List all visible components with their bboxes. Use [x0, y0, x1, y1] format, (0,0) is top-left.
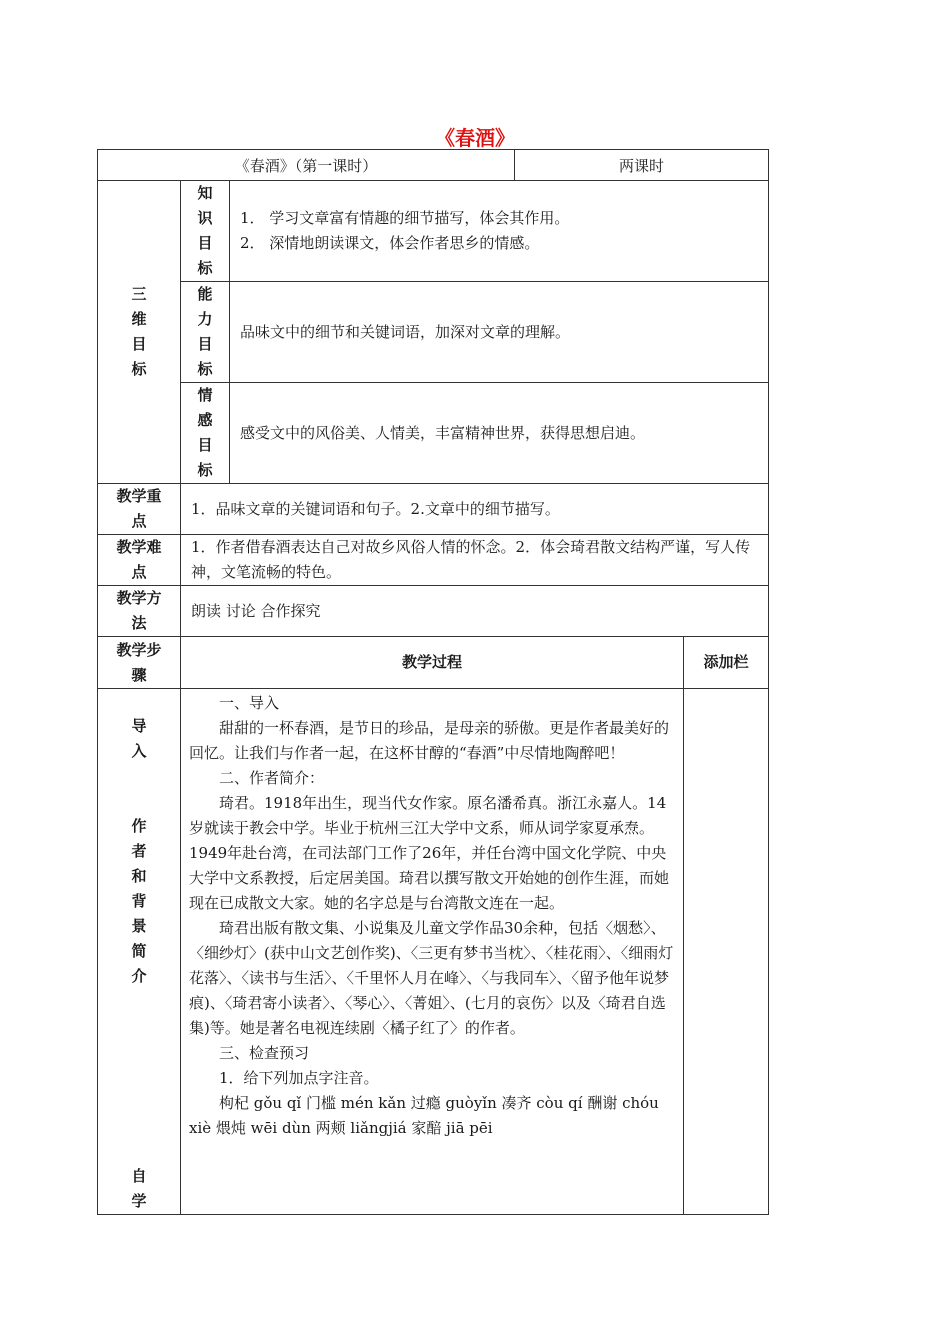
ability-goal-row [98, 282, 769, 383]
steps-header-row [98, 637, 769, 689]
author-label: 者 [131, 842, 147, 860]
periods-cell: 两课时 [515, 150, 769, 181]
self-study-label: 自 [131, 1167, 147, 1185]
knowledge-goal-content [230, 181, 769, 282]
three-dimension-goals-label: 三 维 目 标 [98, 181, 181, 484]
ability-goal-content: 品味文中的细节和关键词语，加深对文章的理解。 [230, 282, 769, 383]
paragraph: 琦君出版有散文集、小说集及儿童文学作品30余种，包括〈烟愁〉、〈细纱灯〉(获中山文艺创作奖)、〈三更有梦书当枕〉、〈桂花雨〉、〈细雨灯花落〉、〈读书与生活〉、〈千里怀人月在峰〉、〈与我同车〉、〈留予他年说梦痕)、〈琦君寄小读者〉、〈琴心〉、〈菁姐〉、(七月的哀伤〉以及〈琦君自选集)等。她是著名电视连续剧〈橘子红了〉的作者。 [189, 919, 674, 1037]
process-header: 教学过程 [181, 637, 684, 689]
author-label: 简 [131, 942, 147, 960]
author-label: 和 [131, 867, 147, 885]
paragraph: 甜甜的一杯春酒，是节日的珍品，是母亲的骄傲。更是作者最美好的回忆。让我们与作者一起，在这杯甘醇的“春酒”中尽情地陶醉吧！ [189, 719, 670, 762]
paragraph: 琦君。1918年出生，现当代女作家。原名潘希真。浙江永嘉人。14岁就读于教会中学。毕业于杭州三江大学中文系，师从词学家夏承焘。1949年赴台湾，在司法部门工作了26年，并任台湾中国文化学院、中央大学中文系教授，后定居美国。琦君以撰写散文开始她的创作生涯，而她现在已成散文大家。她的名字总是与台湾散文连在一起。 [189, 794, 670, 912]
paragraph: 1．给下列加点字注音。 [219, 1069, 379, 1087]
lesson-title-cell: 《春酒》（第一课时） [98, 150, 515, 181]
intro-label: 入 [131, 742, 147, 760]
difficulties-label: 教学难 点 [98, 535, 181, 586]
intro-label: 导 [131, 717, 147, 735]
methods-content: 朗读 讨论 合作探究 [181, 586, 769, 637]
difficulties-row [98, 535, 769, 586]
methods-label: 教学方 法 [98, 586, 181, 637]
process-row [98, 689, 769, 1215]
process-left-labels [98, 689, 181, 1215]
methods-row [98, 586, 769, 637]
steps-label: 教学步 骤 [98, 637, 181, 689]
knowledge-goal-line: 1． 学习文章富有情趣的细节描写，体会其作用。 [240, 209, 570, 227]
emotion-goal-label: 情 感 目 标 [181, 383, 230, 484]
emotion-goal-row [98, 383, 769, 484]
extra-column-header: 添加栏 [684, 637, 769, 689]
pinyin-paragraph: 枸杞 gǒu qǐ 门槛 mén kǎn 过瘾 guòyǐn 凑齐 còu qí 酬谢 chóu xiè 煨炖 wēi dùn 两颊 liǎngjiá 家醅 jiā pēi [189, 1094, 659, 1137]
author-label: 作 [131, 817, 147, 835]
knowledge-goal-label: 知 识 目 标 [181, 181, 230, 282]
key-points-label: 教学重 点 [98, 484, 181, 535]
key-points-content: 1．品味文章的关键词语和句子。2.文章中的细节描写。 [181, 484, 769, 535]
knowledge-goal-row [98, 181, 769, 282]
author-label: 景 [131, 917, 147, 935]
self-study-label: 学 [131, 1192, 147, 1210]
key-points-row [98, 484, 769, 535]
lesson-plan-table [97, 149, 769, 1215]
author-label: 背 [131, 892, 147, 910]
emotion-goal-content: 感受文中的风俗美、人情美，丰富精神世界，获得思想启迪。 [230, 383, 769, 484]
ability-goal-label: 能 力 目 标 [181, 282, 230, 383]
extra-column-cell [684, 689, 769, 1215]
knowledge-goal-line: 2． 深情地朗读课文，体会作者思乡的情感。 [240, 234, 540, 252]
process-content [181, 689, 684, 1215]
document-title: 《春酒》 [435, 126, 515, 150]
section-heading: 三、检查预习 [219, 1044, 310, 1062]
header-row [98, 150, 769, 181]
difficulties-content: 1．作者借春酒表达自己对故乡风俗人情的怀念。2．体会琦君散文结构严谨，写人传神，文笔流畅的特色。 [181, 535, 769, 586]
section-heading: 一、导入 [219, 694, 280, 712]
section-heading: 二、作者简介： [219, 769, 325, 787]
author-label: 介 [131, 967, 147, 985]
